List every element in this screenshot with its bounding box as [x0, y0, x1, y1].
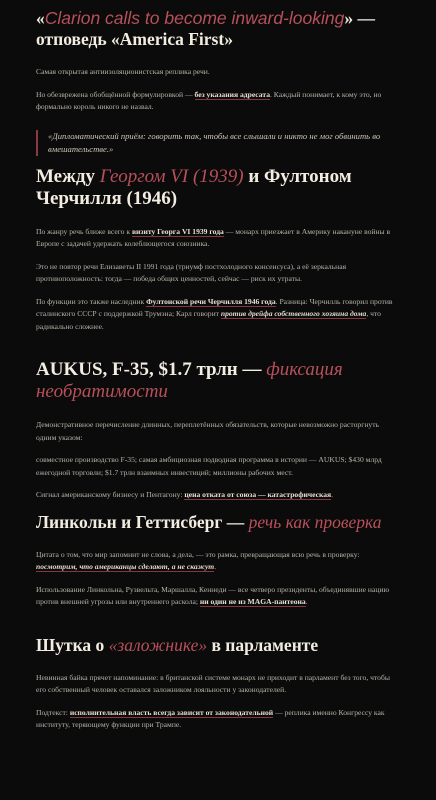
- title-accent: речь как проверка: [248, 511, 382, 532]
- section-title: Линкольн и Геттисберг — речь как проверка: [36, 511, 382, 532]
- section-title: Между Георгом VI (1939) и Фултоном Черчилля (1946): [36, 165, 352, 209]
- section-aukus: [36, 359, 400, 502]
- paragraph: По жанру речь ближе всего к визиту Георга VI 1939 года — монарх приезжает в Америку накануне войны в Европе с задачей удержать колеблющегося союзника.: [36, 226, 391, 248]
- section-america-first: [36, 0, 400, 156]
- section-title: AUKUS, F-35, $1.7 трлн — фиксация необратимости: [36, 359, 343, 402]
- paragraph: совместное производство F-35; самая амбициозная подводная программа в истории — AUKUS; $430 млрд ежегодной торговли; $1.7 трлн взаимных инвестиций; миллионы рабочих мест.: [36, 455, 382, 477]
- title-accent: Clarion calls to become inward-looking: [44, 8, 345, 28]
- section-george-churchill: [36, 166, 400, 334]
- title-accent: Георгом VI (1939): [99, 165, 244, 187]
- paragraph: Сигнал американскому бизнесу и Пентагону: цена отката от союза — катастрофическая.: [36, 490, 334, 499]
- paragraph: Использование Линкольна, Рузвельта, Маршалла, Кеннеди — все четверо президенты, объединявшие нацию против внешней угрозы или внутреннего раскола; ни один не из MAGA-пантеона.: [36, 584, 390, 606]
- paragraph: Но обезврежена обобщённой формулировкой — без указания адресата. Каждый понимает, к кому это, но формально король никого не назвал.: [36, 89, 382, 111]
- paragraph: Цитата о том, что мир запомнит не слова, а дела, — это рамка, превращающая всю речь в проверку: посмотрим, что американцы сделают, а не скажут.: [36, 549, 360, 571]
- title-accent: фиксация необратимости: [36, 359, 343, 402]
- paragraph: По функции это также наследник Фултонской речи Черчилля 1946 года. Разница: Черчилль говорил против сталинского СССР с поддержкой Трумэна; Карл говорит против дрейфа собственного хозяина дома, что радикально сложнее.: [36, 296, 393, 331]
- pull-quote: «Дипломатический приём: говорить так, чтобы все слышали и никто не мог обвинить во вмешательстве.»: [36, 130, 400, 156]
- section-hostage-joke: [36, 635, 400, 732]
- paragraph: Демонстративное перечисление длинных, переплетённых обязательств, которые невозможно расторгнуть одним указом:: [36, 420, 379, 442]
- paragraph: Невинная байка прячет напоминание: в британской системе монарх не приходит в парламент без того, чтобы его собственный человек оставался заложником лояльности у законодателей.: [36, 672, 390, 694]
- section-title: «Clarion calls to become inward-looking» — отповедь «America First»: [36, 8, 375, 49]
- section-title: Шутка о «заложнике» в парламенте: [36, 634, 319, 655]
- paragraph: Это не повтор речи Елизаветы II 1991 года (триумф постхолодного консенсуса), а её зеркальная противоположность: тогда — победа общих ценностей, сейчас — риск их утраты.: [36, 261, 347, 283]
- paragraph: Подтекст: исполнительная власть всегда зависит от законодательной — реплика именно Конгрессу как институту, теряющему функции при Трампе.: [36, 707, 385, 729]
- section-lincoln: [36, 512, 400, 609]
- title-accent: «заложнике»: [108, 634, 208, 655]
- paragraph: Самая открытая антиизоляционистская реплика речи.: [36, 67, 210, 76]
